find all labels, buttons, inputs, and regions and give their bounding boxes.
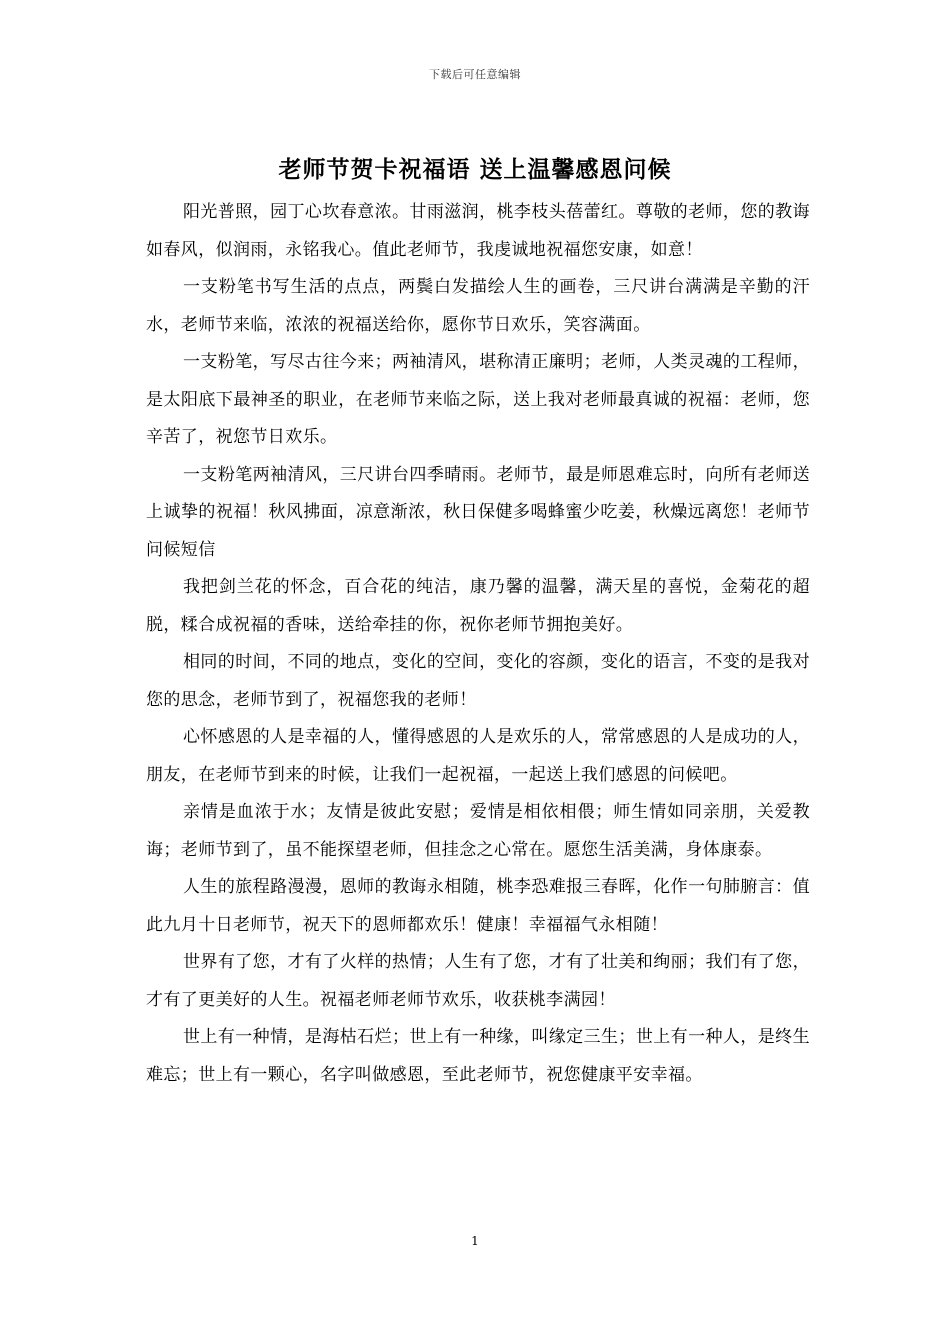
paragraph-9: 人生的旅程路漫漫，恩师的教诲永相随，桃李恐难报三春晖，化作一句肺腑言：值此九月十日老师节，祝天下的恩师都欢乐！健康！幸福福气永相随！: [146, 877, 810, 935]
paragraph-3: 一支粉笔，写尽古往今来；两袖清风，堪称清正廉明；老师，人类灵魂的工程师，是太阳底下最神圣的职业，在老师节来临之际，送上我对老师最真诚的祝福：老师，您辛苦了，祝您节日欢乐。: [146, 352, 810, 447]
paragraph-7: 心怀感恩的人是幸福的人，懂得感恩的人是欢乐的人，常常感恩的人是成功的人，朋友，在老师节到来的时候，让我们一起祝福，一起送上我们感恩的问候吧。: [146, 727, 810, 785]
page-number: 1: [471, 1234, 479, 1248]
document-body: [146, 194, 810, 1094]
paragraph-11: 世上有一种情，是海枯石烂；世上有一种缘，叫缘定三生；世上有一种人，是终生难忘；世上有一颗心，名字叫做感恩，至此老师节，祝您健康平安幸福。: [146, 1027, 810, 1085]
paragraph-8: 亲情是血浓于水；友情是彼此安慰；爱情是相依相偎；师生情如同亲朋，关爱教诲；老师节到了，虽不能探望老师，但挂念之心常在。愿您生活美满，身体康泰。: [146, 802, 810, 860]
paragraph-2: 一支粉笔书写生活的点点，两鬓白发描绘人生的画卷，三尺讲台满满是辛勤的汗水，老师节来临，浓浓的祝福送给你，愿你节日欢乐，笑容满面。: [146, 277, 810, 335]
paragraph-4: 一支粉笔两袖清风，三尺讲台四季晴雨。老师节，最是师恩难忘时，向所有老师送上诚挚的祝福！秋风拂面，凉意渐浓，秋日保健多喝蜂蜜少吃姜，秋燥远离您！老师节问候短信: [146, 464, 810, 560]
paragraph-5: 我把剑兰花的怀念，百合花的纯洁，康乃馨的温馨，满天星的喜悦，金菊花的超脱，糅合成祝福的香味，送给牵挂的你，祝你老师节拥抱美好。: [146, 577, 810, 635]
paragraph-6: 相同的时间，不同的地点，变化的空间，变化的容颜，变化的语言，不变的是我对您的思念，老师节到了，祝福您我的老师！: [146, 652, 810, 710]
document-title: 老师节贺卡祝福语 送上温馨感恩问候: [278, 156, 672, 183]
paragraph-10: 世界有了您，才有了火样的热情；人生有了您，才有了壮美和绚丽；我们有了您，才有了更美好的人生。祝福老师老师节欢乐，收获桃李满园！: [146, 952, 810, 1010]
page-header: 下载后可任意编辑: [429, 68, 521, 81]
paragraph-1: 阳光普照，园丁心坎春意浓。甘雨滋润，桃李枝头蓓蕾红。尊敬的老师，您的教诲如春风，似润雨，永铭我心。值此老师节，我虔诚地祝福您安康，如意！: [146, 202, 810, 260]
